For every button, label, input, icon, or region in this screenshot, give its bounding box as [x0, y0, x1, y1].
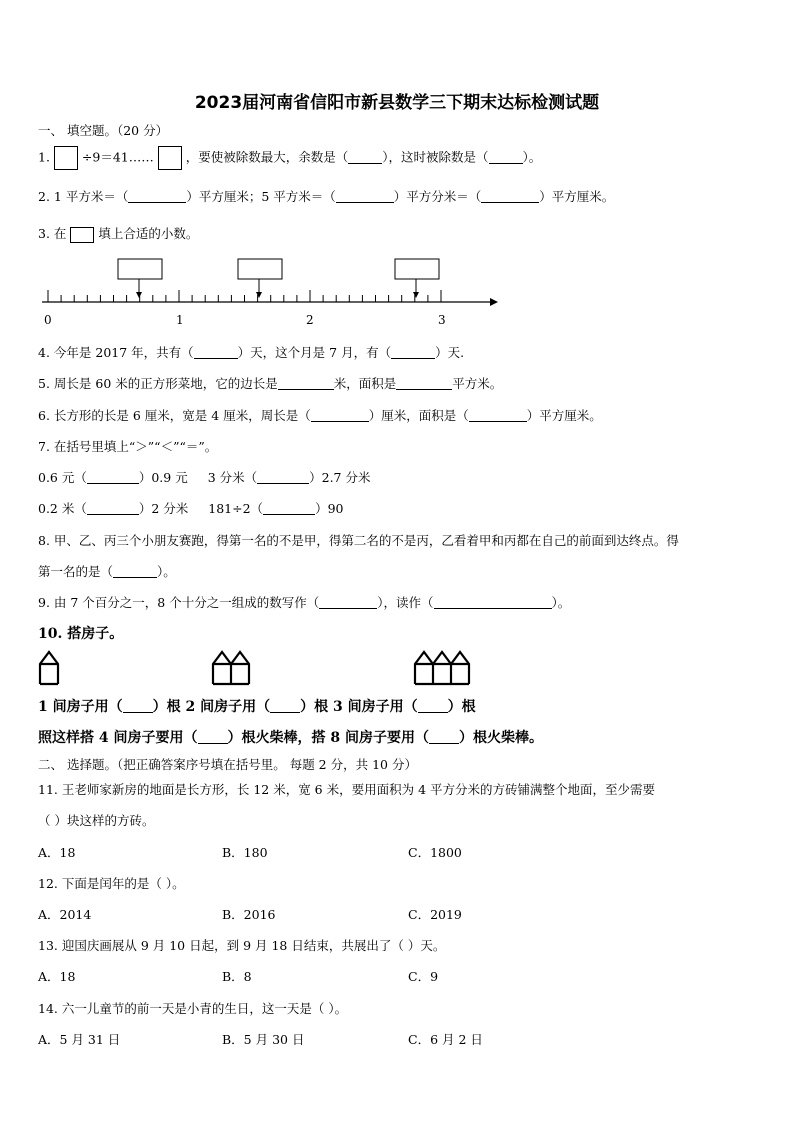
- question-10-row-1: [38, 696, 476, 716]
- answer-blank[interactable]: [481, 190, 539, 203]
- q11-option-c[interactable]: C．1800: [408, 845, 462, 860]
- number-line: [38, 252, 518, 332]
- answer-blank[interactable]: [128, 190, 186, 203]
- q7-r2-b: ）2 分米: [138, 501, 189, 516]
- pointer-arrow-icon: [256, 279, 262, 298]
- q10-r1-a: 1 间房子用（: [38, 699, 123, 715]
- q8-text-b: ）。: [157, 564, 176, 579]
- answer-blank[interactable]: [87, 471, 139, 484]
- q6-text-a: 6. 长方形的长是 6 厘米，宽是 4 厘米，周长是（: [38, 408, 311, 423]
- q2-text-a: 2. 1 平方米＝（: [38, 189, 129, 204]
- pointer-arrow-icon: [136, 279, 142, 298]
- q12-option-b[interactable]: B．2016: [222, 907, 276, 922]
- q2-text-b: ）平方厘米；5 平方米＝（: [186, 189, 336, 204]
- q1-end: ）。: [522, 149, 542, 165]
- question-1: [38, 146, 541, 170]
- q5-text-b: 米，面积是: [333, 376, 397, 391]
- answer-blank[interactable]: [87, 502, 139, 515]
- q14-option-b[interactable]: B．5 月 30 日: [222, 1032, 305, 1047]
- tick-label-3: 3: [438, 313, 446, 327]
- q2-text-c: ）平方分米＝（: [393, 189, 482, 204]
- q13-option-a[interactable]: A．18: [38, 969, 76, 984]
- q7-r1-d: ）2.7 分米: [309, 470, 371, 485]
- question-10-heading: 10. 搭房子。: [38, 626, 124, 642]
- tick-label-0: 0: [44, 313, 52, 327]
- question-3: [38, 224, 198, 243]
- question-2: [38, 187, 614, 205]
- answer-blank[interactable]: [391, 346, 435, 359]
- answer-box[interactable]: [158, 146, 182, 170]
- q14-option-c[interactable]: C．6 月 2 日: [408, 1032, 483, 1047]
- q1-text2: ），这时被除数是（: [382, 149, 489, 165]
- answer-blank[interactable]: [311, 409, 369, 422]
- q10-r2-a: 照这样搭 4 间房子要用（: [38, 730, 198, 746]
- axis-line: [42, 298, 498, 306]
- question-11-line-1: 11. 王老师家新房的地面是长方形，长 12 米，宽 6 米，要用面积为 4 平方分米的方砖铺满整个地面，至少需要: [38, 782, 656, 797]
- answer-blank[interactable]: [319, 596, 377, 609]
- q13-option-b[interactable]: B．8: [222, 969, 252, 984]
- q8-text-a: 第一名的是（: [38, 564, 114, 579]
- answer-blank[interactable]: [469, 409, 527, 422]
- q5-text-a: 5. 周长是 60 米的正方形菜地，它的边长是: [38, 376, 278, 391]
- q10-r2-c: ）根火柴棒。: [459, 730, 543, 746]
- matchstick-house-3-icon: [413, 650, 471, 686]
- q1-number: 1.: [38, 149, 50, 165]
- q9-text-a: 9. 由 7 个百分之一，8 个十分之一组成的数写作（: [38, 595, 320, 610]
- question-14: 14. 六一儿童节的前一天是小青的生日，这一天是（ ）。: [38, 1001, 348, 1016]
- q10-r1-c: ）根 3 间房子用（: [300, 699, 418, 715]
- answer-blank[interactable]: [429, 731, 459, 744]
- question-11-line-2: （ ）块这样的方砖。: [38, 813, 155, 828]
- sample-box-icon: [70, 227, 94, 243]
- tick-label-2: 2: [306, 313, 314, 327]
- q3-text-a: 3. 在: [38, 226, 67, 241]
- q10-r1-b: ）根 2 间房子用（: [152, 699, 271, 715]
- q13-option-c[interactable]: C．9: [408, 969, 439, 984]
- q12-option-a[interactable]: A．2014: [38, 907, 92, 922]
- answer-blank[interactable]: [257, 471, 309, 484]
- answer-blank[interactable]: [263, 502, 315, 515]
- q7-r2-c: 181÷2（: [208, 501, 264, 516]
- q4-text-a: 4. 今年是 2017 年，共有（: [38, 345, 194, 360]
- answer-blank[interactable]: [434, 596, 552, 609]
- answer-blank[interactable]: [489, 151, 523, 164]
- question-5: [38, 374, 502, 392]
- question-9: [38, 593, 570, 611]
- matchstick-house-1-icon: [38, 650, 60, 686]
- question-7-intro: 7. 在括号里填上“＞”“＜”“＝”。: [38, 439, 218, 454]
- answer-box[interactable]: [54, 146, 78, 170]
- matchstick-house-2-icon: [211, 650, 251, 686]
- question-7-row-1: [38, 468, 370, 486]
- answer-blank[interactable]: [348, 151, 382, 164]
- q6-text-b: ）厘米，面积是（: [368, 408, 469, 423]
- q1-equation: ÷9＝41……: [81, 149, 154, 165]
- answer-blank[interactable]: [270, 700, 300, 713]
- answer-blank[interactable]: [113, 565, 157, 578]
- answer-blank[interactable]: [336, 190, 394, 203]
- q10-r2-b: ）根火柴棒，搭 8 间房子要用（: [227, 730, 429, 746]
- q5-text-c: 平方米。: [452, 376, 503, 391]
- q12-option-c[interactable]: C．2019: [408, 907, 462, 922]
- answer-blank[interactable]: [198, 731, 228, 744]
- q9-text-c: ）。: [551, 595, 571, 610]
- question-8-line-1: 8. 甲、乙、丙三个小朋友赛跑，得第一名的不是甲，得第二名的不是丙，乙看着甲和丙都在自己的前面到达终点。得: [38, 533, 679, 548]
- q7-r1-c: 3 分米（: [207, 470, 258, 485]
- section-2-heading: 二、 选择题。（把正确答案序号填在括号里。 每题 2 分，共 10 分）: [38, 757, 417, 772]
- answer-blank[interactable]: [396, 377, 452, 390]
- answer-box[interactable]: [395, 259, 439, 279]
- q9-text-b: ），读作（: [377, 595, 434, 610]
- q6-text-c: ）平方厘米。: [526, 408, 602, 423]
- page-title: 2023届河南省信阳市新县数学三下期末达标检测试题: [194, 93, 600, 113]
- section-1-heading: 一、 填空题。（20 分）: [38, 123, 169, 138]
- answer-blank[interactable]: [194, 346, 238, 359]
- q7-r1-b: ）0.9 元: [138, 470, 188, 485]
- q4-text-c: ）天.: [435, 345, 465, 360]
- question-7-row-2: [38, 499, 343, 517]
- question-12: 12. 下面是闰年的是（ ）。: [38, 876, 185, 891]
- q2-text-d: ）平方厘米。: [539, 189, 615, 204]
- answer-box[interactable]: [238, 259, 282, 279]
- answer-box[interactable]: [118, 259, 162, 279]
- answer-blank[interactable]: [123, 700, 153, 713]
- q11-option-b[interactable]: B．180: [222, 845, 268, 860]
- pointer-arrow-icon: [413, 279, 419, 298]
- q4-text-b: ）天，这个月是 7 月，有（: [237, 345, 392, 360]
- question-6: [38, 406, 602, 424]
- tick-label-1: 1: [176, 313, 184, 327]
- q11-option-a[interactable]: A．18: [38, 845, 76, 860]
- q14-option-a[interactable]: A．5 月 31 日: [38, 1032, 121, 1047]
- question-4: [38, 343, 464, 361]
- answer-blank[interactable]: [278, 377, 334, 390]
- q7-r2-d: ）90: [315, 501, 344, 516]
- question-8-line-2: [38, 562, 176, 580]
- q1-text: ，要使被除数最大，余数是（: [185, 149, 349, 165]
- q7-r2-a: 0.2 米（: [38, 501, 87, 516]
- q3-text-b: 填上合适的小数。: [98, 226, 199, 241]
- answer-blank[interactable]: [418, 700, 448, 713]
- question-13: 13. 迎国庆画展从 9 月 10 日起，到 9 月 18 日结束，共展出了（ ）天。: [38, 938, 446, 953]
- axis-ticks: [48, 290, 441, 302]
- q10-r1-d: ）根: [447, 699, 476, 715]
- question-10-row-2: [38, 727, 543, 747]
- q7-r1-a: 0.6 元（: [38, 470, 87, 485]
